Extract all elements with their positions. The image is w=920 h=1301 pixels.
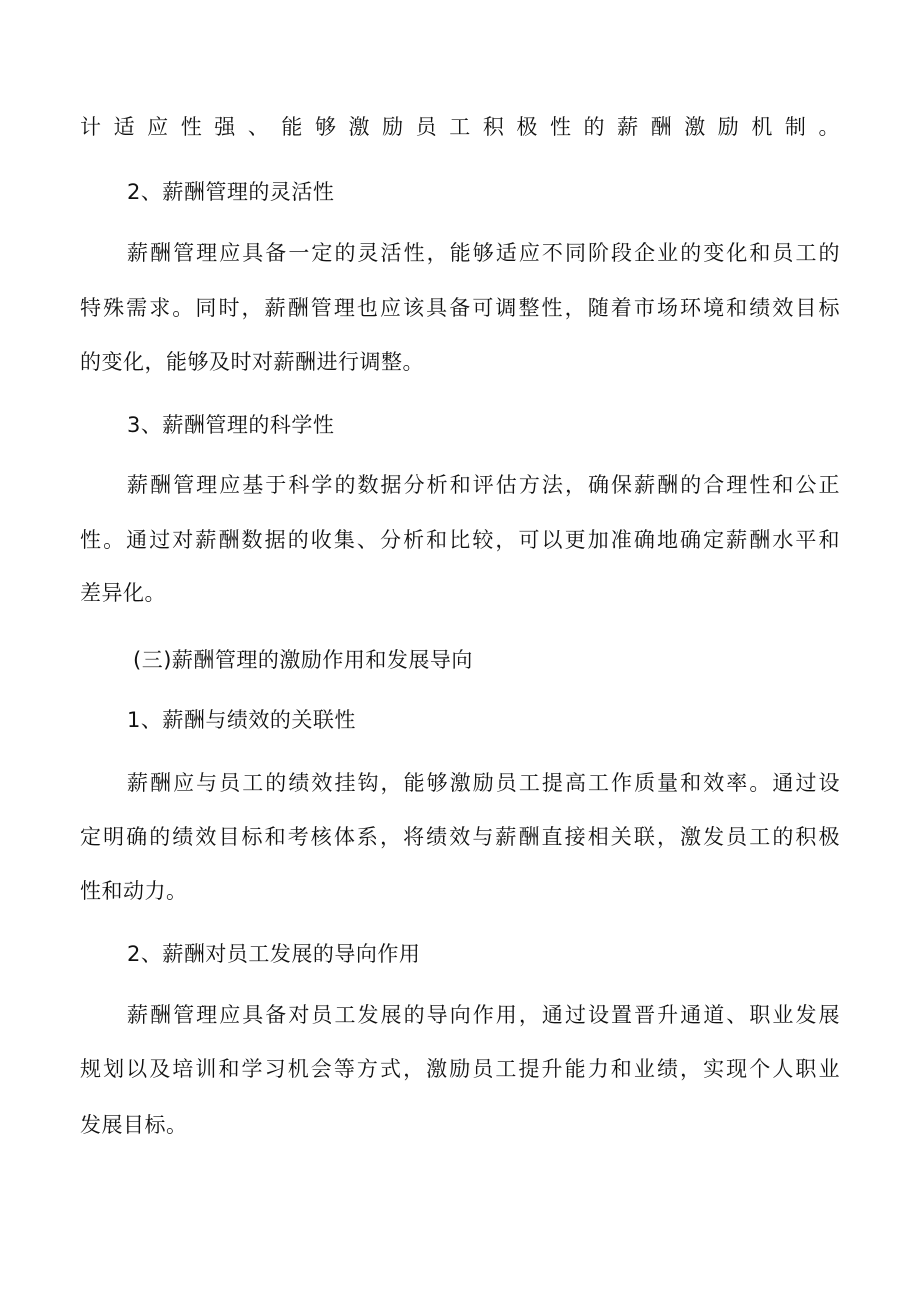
paragraph-line: 性和动力。 (80, 879, 188, 903)
paragraph-line: 薪酬管理应基于科学的数据分析和评估方法，确保薪酬的合理性和公正 (127, 473, 840, 497)
paragraph-line: 发展目标。 (80, 1113, 188, 1137)
section-heading: 2、薪酬管理的灵活性 (127, 180, 335, 204)
section-heading: 2、薪酬对员工发展的导向作用 (127, 942, 421, 966)
paragraph-line: 性。通过对薪酬数据的收集、分析和比较，可以更加准确地确定薪酬水平和 (80, 528, 840, 552)
paragraph-line: 特殊需求。同时，薪酬管理也应该具备可调整性，随着市场环境和绩效目标 (80, 296, 840, 320)
paragraph-line: 薪酬管理应具备对员工发展的导向作用，通过设置晋升通道、职业发展 (127, 1003, 840, 1027)
paragraph-line: 规划以及培训和学习机会等方式，激励员工提升能力和业绩，实现个人职业 (80, 1057, 840, 1081)
paragraph-line: 计适应性强、能够激励员工积极性的薪酬激励机制。 (80, 115, 840, 139)
part-heading: (三)薪酬管理的激励作用和发展导向 (133, 648, 473, 672)
section-heading: 1、薪酬与绩效的关联性 (127, 708, 356, 732)
paragraph-line: 薪酬应与员工的绩效挂钩，能够激励员工提高工作质量和效率。通过设 (127, 771, 840, 795)
paragraph-line: 差异化。 (80, 581, 166, 605)
section-heading: 3、薪酬管理的科学性 (127, 413, 335, 437)
paragraph-line: 定明确的绩效目标和考核体系，将绩效与薪酬直接相关联，激发员工的积极 (80, 825, 840, 849)
paragraph-line: 的变化，能够及时对薪酬进行调整。 (80, 350, 424, 374)
paragraph-line: 薪酬管理应具备一定的灵活性，能够适应不同阶段企业的变化和员工的 (127, 241, 840, 265)
